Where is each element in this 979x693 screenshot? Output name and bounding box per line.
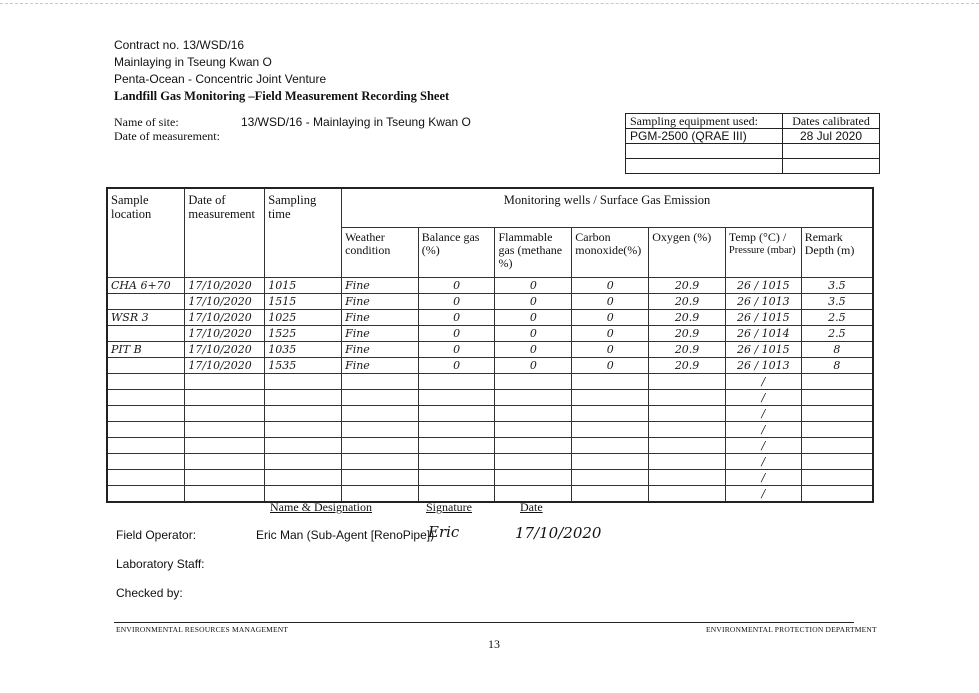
cell-time-value: 1525 bbox=[268, 327, 297, 340]
cell-carbon-monoxide bbox=[572, 310, 649, 326]
table-row bbox=[107, 358, 873, 374]
cell-location bbox=[107, 390, 185, 406]
cell-balance-gas-value: 0 bbox=[453, 343, 461, 356]
cell-remark-depth bbox=[801, 294, 873, 310]
cell-oxygen bbox=[649, 358, 726, 374]
cell-weather bbox=[342, 422, 419, 438]
cell-date-value: 17/10/2020 bbox=[188, 343, 252, 356]
cell-time bbox=[265, 294, 342, 310]
cell-date bbox=[185, 454, 265, 470]
cell-date-value: 17/10/2020 bbox=[188, 359, 252, 372]
measurement-table bbox=[106, 187, 874, 503]
cell-date bbox=[185, 422, 265, 438]
cell-location-value: WSR 3 bbox=[111, 311, 149, 324]
table-row bbox=[107, 342, 873, 358]
cell-oxygen bbox=[649, 454, 726, 470]
cell-remark-depth bbox=[801, 422, 873, 438]
cell-carbon-monoxide bbox=[572, 342, 649, 358]
cell-date-value: 17/10/2020 bbox=[188, 327, 252, 340]
cell-oxygen bbox=[649, 374, 726, 390]
signoff-date-header: Date bbox=[520, 500, 543, 514]
cell-weather bbox=[342, 294, 419, 310]
cell-date bbox=[185, 294, 265, 310]
header-pressure: Pressure (mbar) bbox=[728, 244, 796, 256]
table-row bbox=[107, 438, 873, 454]
table-row bbox=[107, 374, 873, 390]
cell-carbon-monoxide-value: 0 bbox=[606, 327, 614, 340]
site-info bbox=[114, 115, 471, 143]
cell-remark-depth-value: 3.5 bbox=[828, 279, 846, 292]
cell-flammable-gas bbox=[495, 390, 572, 406]
cell-remark-depth bbox=[801, 454, 873, 470]
cell-location-value: PIT B bbox=[111, 343, 142, 356]
cell-remark-depth bbox=[801, 342, 873, 358]
sheet-title: Landfill Gas Monitoring –Field Measurement Recording Sheet bbox=[114, 89, 450, 103]
cell-remark-depth bbox=[801, 470, 873, 486]
cell-oxygen bbox=[649, 486, 726, 503]
table-row bbox=[107, 486, 873, 503]
equipment-table bbox=[625, 113, 880, 174]
signoff-signature-header: Signature bbox=[426, 500, 472, 514]
cell-temp-pressure bbox=[725, 470, 801, 486]
equipment-cell: PGM-2500 (QRAE III) bbox=[626, 129, 783, 144]
cell-date bbox=[185, 310, 265, 326]
cell-date bbox=[185, 438, 265, 454]
calibration-date-cell bbox=[783, 144, 880, 159]
header-temp-pressure bbox=[725, 227, 801, 277]
page-number: 13 bbox=[488, 637, 500, 651]
cell-carbon-monoxide bbox=[572, 422, 649, 438]
cell-carbon-monoxide-value: 0 bbox=[606, 343, 614, 356]
contract-number: Contract no. 13/WSD/16 bbox=[114, 38, 245, 52]
cell-oxygen bbox=[649, 310, 726, 326]
cell-flammable-gas-value: 0 bbox=[529, 295, 537, 308]
table-row bbox=[107, 310, 873, 326]
header-remark-depth: Remark Depth (m) bbox=[801, 227, 873, 277]
field-operator-signature: Eric bbox=[428, 523, 460, 541]
table-row bbox=[107, 406, 873, 422]
cell-remark-depth bbox=[801, 406, 873, 422]
cell-weather bbox=[342, 278, 419, 294]
cell-weather bbox=[342, 374, 419, 390]
cell-date bbox=[185, 374, 265, 390]
cell-remark-depth-value: 2.5 bbox=[828, 327, 846, 340]
cell-time bbox=[265, 342, 342, 358]
cell-flammable-gas-value: 0 bbox=[529, 327, 537, 340]
cell-carbon-monoxide bbox=[572, 278, 649, 294]
cell-carbon-monoxide-value: 0 bbox=[606, 359, 614, 372]
table-row bbox=[107, 278, 873, 294]
cell-time bbox=[265, 326, 342, 342]
cell-location bbox=[107, 294, 185, 310]
cell-carbon-monoxide bbox=[572, 486, 649, 503]
header-sampling-time: Sampling time bbox=[265, 188, 342, 278]
cell-carbon-monoxide bbox=[572, 294, 649, 310]
cell-date bbox=[185, 406, 265, 422]
cell-temp-pressure bbox=[725, 326, 801, 342]
cell-remark-depth bbox=[801, 438, 873, 454]
cell-remark-depth bbox=[801, 278, 873, 294]
signoff-name-header: Name & Designation bbox=[270, 500, 372, 514]
table-row bbox=[107, 390, 873, 406]
cell-balance-gas bbox=[418, 438, 495, 454]
cell-oxygen bbox=[649, 422, 726, 438]
cell-flammable-gas bbox=[495, 358, 572, 374]
measurement-date-label: Date of measurement: bbox=[114, 129, 220, 143]
calibration-date-cell bbox=[783, 159, 880, 174]
cell-date bbox=[185, 486, 265, 503]
cell-date bbox=[185, 342, 265, 358]
cell-date bbox=[185, 326, 265, 342]
cell-time bbox=[265, 358, 342, 374]
cell-flammable-gas bbox=[495, 438, 572, 454]
cell-date-value: 17/10/2020 bbox=[188, 295, 252, 308]
cell-balance-gas-value: 0 bbox=[453, 359, 461, 372]
header-temp: Temp (°C) / bbox=[728, 229, 787, 244]
cell-time bbox=[265, 374, 342, 390]
cell-weather bbox=[342, 470, 419, 486]
cell-oxygen bbox=[649, 406, 726, 422]
cell-balance-gas bbox=[418, 278, 495, 294]
cell-balance-gas-value: 0 bbox=[453, 311, 461, 324]
footer-left: ENVIRONMENTAL RESOURCES MANAGEMENT bbox=[116, 625, 289, 634]
cell-temp-pressure-value: / bbox=[761, 375, 766, 388]
cell-balance-gas bbox=[418, 406, 495, 422]
cell-temp-pressure-value: / bbox=[761, 439, 766, 452]
cell-carbon-monoxide bbox=[572, 470, 649, 486]
cell-flammable-gas bbox=[495, 342, 572, 358]
cell-balance-gas bbox=[418, 326, 495, 342]
cell-balance-gas-value: 0 bbox=[453, 295, 461, 308]
cell-weather-value: Fine bbox=[345, 295, 370, 308]
cell-oxygen bbox=[649, 342, 726, 358]
cell-balance-gas bbox=[418, 422, 495, 438]
cell-weather-value: Fine bbox=[345, 327, 370, 340]
cell-flammable-gas bbox=[495, 374, 572, 390]
cell-carbon-monoxide bbox=[572, 358, 649, 374]
cell-weather-value: Fine bbox=[345, 359, 370, 372]
cell-temp-pressure-value: / bbox=[761, 455, 766, 468]
cell-date-value: 17/10/2020 bbox=[188, 279, 252, 292]
cell-carbon-monoxide bbox=[572, 454, 649, 470]
cell-time bbox=[265, 310, 342, 326]
cell-date bbox=[185, 390, 265, 406]
cell-flammable-gas bbox=[495, 294, 572, 310]
cell-time-value: 1015 bbox=[268, 279, 297, 292]
cell-temp-pressure bbox=[725, 294, 801, 310]
cell-remark-depth bbox=[801, 374, 873, 390]
cell-flammable-gas bbox=[495, 278, 572, 294]
cell-temp-pressure-value: / bbox=[761, 407, 766, 420]
cell-balance-gas bbox=[418, 358, 495, 374]
site-name-label: Name of site: bbox=[114, 115, 179, 129]
cell-location-value: CHA 6+70 bbox=[111, 279, 171, 292]
cell-balance-gas bbox=[418, 374, 495, 390]
cell-carbon-monoxide bbox=[572, 374, 649, 390]
cell-temp-pressure bbox=[725, 406, 801, 422]
table-row bbox=[107, 326, 873, 342]
cell-flammable-gas-value: 0 bbox=[529, 279, 537, 292]
table-row bbox=[107, 470, 873, 486]
equipment-header: Sampling equipment used: bbox=[626, 114, 783, 129]
cell-time-value: 1025 bbox=[268, 311, 297, 324]
project-name: Mainlaying in Tseung Kwan O bbox=[114, 55, 272, 69]
calibration-date-cell: 28 Jul 2020 bbox=[783, 129, 880, 144]
laboratory-staff-label: Laboratory Staff: bbox=[116, 557, 205, 571]
field-operator-name: Eric Man (Sub-Agent [RenoPipe]) bbox=[256, 528, 435, 542]
cell-time bbox=[265, 422, 342, 438]
cell-oxygen bbox=[649, 390, 726, 406]
document-header bbox=[114, 37, 449, 105]
cell-temp-pressure-value: 26 / 1015 bbox=[736, 311, 790, 324]
cell-remark-depth-value: 3.5 bbox=[828, 295, 846, 308]
cell-temp-pressure bbox=[725, 374, 801, 390]
cell-weather bbox=[342, 406, 419, 422]
cell-remark-depth-value: 8 bbox=[833, 343, 841, 356]
cell-balance-gas bbox=[418, 294, 495, 310]
contractor-name: Penta-Ocean - Concentric Joint Venture bbox=[114, 72, 327, 86]
cell-weather bbox=[342, 326, 419, 342]
calibration-header: Dates calibrated bbox=[783, 114, 880, 129]
cell-weather bbox=[342, 390, 419, 406]
table-row bbox=[107, 422, 873, 438]
cell-time bbox=[265, 390, 342, 406]
cell-flammable-gas-value: 0 bbox=[529, 343, 537, 356]
equipment-cell bbox=[626, 144, 783, 159]
cell-temp-pressure bbox=[725, 486, 801, 503]
cell-temp-pressure-value: 26 / 1015 bbox=[736, 343, 790, 356]
cell-temp-pressure-value: 26 / 1014 bbox=[736, 327, 790, 340]
cell-balance-gas-value: 0 bbox=[453, 327, 461, 340]
cell-location bbox=[107, 438, 185, 454]
scan-artifact-line bbox=[0, 3, 979, 4]
footer-divider bbox=[114, 622, 854, 623]
cell-location bbox=[107, 326, 185, 342]
cell-remark-depth bbox=[801, 390, 873, 406]
header-flammable-gas: Flammable gas (methane %) bbox=[495, 227, 572, 277]
checked-by-label: Checked by: bbox=[116, 586, 183, 600]
cell-location bbox=[107, 486, 185, 503]
cell-balance-gas bbox=[418, 390, 495, 406]
cell-date-value: 17/10/2020 bbox=[188, 311, 252, 324]
cell-balance-gas bbox=[418, 470, 495, 486]
cell-carbon-monoxide-value: 0 bbox=[606, 295, 614, 308]
cell-oxygen bbox=[649, 326, 726, 342]
cell-remark-depth-value: 8 bbox=[833, 359, 841, 372]
cell-remark-depth-value: 2.5 bbox=[828, 311, 846, 324]
cell-temp-pressure-value: 26 / 1013 bbox=[736, 359, 790, 372]
cell-temp-pressure-value: 26 / 1013 bbox=[736, 295, 790, 308]
cell-flammable-gas bbox=[495, 470, 572, 486]
cell-flammable-gas bbox=[495, 422, 572, 438]
cell-location bbox=[107, 278, 185, 294]
cell-weather-value: Fine bbox=[345, 343, 370, 356]
cell-date bbox=[185, 470, 265, 486]
cell-balance-gas bbox=[418, 454, 495, 470]
cell-temp-pressure bbox=[725, 422, 801, 438]
cell-flammable-gas bbox=[495, 326, 572, 342]
header-date: Date of measurement bbox=[185, 188, 265, 278]
cell-weather bbox=[342, 438, 419, 454]
header-monitoring-group: Monitoring wells / Surface Gas Emission bbox=[342, 188, 873, 227]
cell-location bbox=[107, 310, 185, 326]
cell-flammable-gas bbox=[495, 454, 572, 470]
cell-oxygen bbox=[649, 278, 726, 294]
cell-flammable-gas-value: 0 bbox=[529, 311, 537, 324]
cell-date bbox=[185, 278, 265, 294]
cell-flammable-gas-value: 0 bbox=[529, 359, 537, 372]
cell-remark-depth bbox=[801, 358, 873, 374]
cell-location bbox=[107, 406, 185, 422]
header-oxygen: Oxygen (%) bbox=[649, 227, 726, 277]
cell-oxygen-value: 20.9 bbox=[674, 359, 700, 372]
site-name-value: 13/WSD/16 - Mainlaying in Tseung Kwan O bbox=[241, 115, 471, 129]
cell-time bbox=[265, 454, 342, 470]
cell-remark-depth bbox=[801, 310, 873, 326]
cell-temp-pressure bbox=[725, 390, 801, 406]
cell-temp-pressure bbox=[725, 278, 801, 294]
cell-carbon-monoxide-value: 0 bbox=[606, 279, 614, 292]
cell-oxygen-value: 20.9 bbox=[674, 295, 700, 308]
cell-time bbox=[265, 470, 342, 486]
cell-time-value: 1515 bbox=[268, 295, 297, 308]
cell-time-value: 1035 bbox=[268, 343, 297, 356]
table-row bbox=[107, 294, 873, 310]
cell-oxygen-value: 20.9 bbox=[674, 279, 700, 292]
cell-balance-gas bbox=[418, 342, 495, 358]
field-operator-label: Field Operator: bbox=[116, 528, 197, 542]
cell-weather bbox=[342, 358, 419, 374]
cell-carbon-monoxide bbox=[572, 390, 649, 406]
cell-oxygen-value: 20.9 bbox=[674, 343, 700, 356]
cell-temp-pressure-value: / bbox=[761, 471, 766, 484]
cell-location bbox=[107, 342, 185, 358]
cell-temp-pressure bbox=[725, 310, 801, 326]
cell-carbon-monoxide bbox=[572, 406, 649, 422]
cell-location bbox=[107, 422, 185, 438]
cell-remark-depth bbox=[801, 326, 873, 342]
field-operator-date: 17/10/2020 bbox=[515, 524, 602, 542]
header-weather: Weather condition bbox=[342, 227, 419, 277]
cell-location bbox=[107, 358, 185, 374]
cell-temp-pressure-value: / bbox=[761, 391, 766, 404]
cell-weather bbox=[342, 454, 419, 470]
cell-temp-pressure-value: 26 / 1015 bbox=[736, 279, 790, 292]
measurement-rows bbox=[107, 278, 873, 503]
cell-carbon-monoxide-value: 0 bbox=[606, 311, 614, 324]
cell-oxygen bbox=[649, 438, 726, 454]
cell-oxygen bbox=[649, 294, 726, 310]
cell-weather bbox=[342, 310, 419, 326]
cell-time-value: 1535 bbox=[268, 359, 297, 372]
cell-oxygen-value: 20.9 bbox=[674, 311, 700, 324]
cell-temp-pressure-value: / bbox=[761, 487, 766, 500]
cell-location bbox=[107, 470, 185, 486]
cell-time bbox=[265, 406, 342, 422]
cell-weather-value: Fine bbox=[345, 279, 370, 292]
equipment-cell bbox=[626, 159, 783, 174]
cell-time bbox=[265, 438, 342, 454]
cell-temp-pressure bbox=[725, 342, 801, 358]
cell-weather bbox=[342, 342, 419, 358]
cell-time bbox=[265, 278, 342, 294]
cell-weather-value: Fine bbox=[345, 311, 370, 324]
cell-date bbox=[185, 358, 265, 374]
cell-location bbox=[107, 374, 185, 390]
cell-oxygen-value: 20.9 bbox=[674, 327, 700, 340]
cell-oxygen bbox=[649, 470, 726, 486]
cell-carbon-monoxide bbox=[572, 326, 649, 342]
footer-right: ENVIRONMENTAL PROTECTION DEPARTMENT bbox=[706, 625, 877, 634]
cell-flammable-gas bbox=[495, 310, 572, 326]
cell-temp-pressure bbox=[725, 438, 801, 454]
header-balance-gas: Balance gas (%) bbox=[418, 227, 495, 277]
header-sample-location: Sample location bbox=[107, 188, 185, 278]
cell-location bbox=[107, 454, 185, 470]
cell-temp-pressure bbox=[725, 454, 801, 470]
header-carbon-monoxide: Carbon monoxide(%) bbox=[572, 227, 649, 277]
cell-temp-pressure bbox=[725, 358, 801, 374]
cell-balance-gas bbox=[418, 310, 495, 326]
cell-flammable-gas bbox=[495, 406, 572, 422]
table-row bbox=[107, 454, 873, 470]
cell-remark-depth bbox=[801, 486, 873, 503]
cell-carbon-monoxide bbox=[572, 438, 649, 454]
cell-balance-gas-value: 0 bbox=[453, 279, 461, 292]
cell-temp-pressure-value: / bbox=[761, 423, 766, 436]
